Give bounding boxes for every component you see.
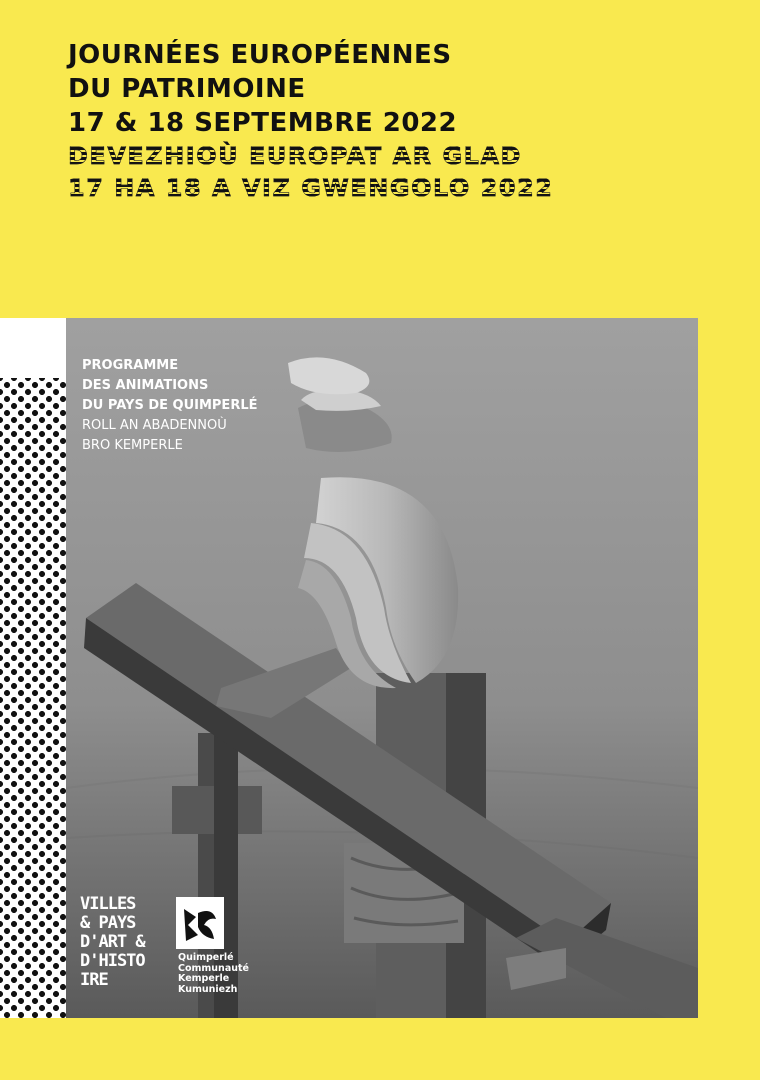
programme-line3: DU PAYS DE QUIMPERLÉ — [82, 398, 258, 413]
title-fr-dates: 17 & 18 SEPTEMBRE 2022 — [68, 108, 458, 138]
qc-symbol-icon — [176, 897, 224, 949]
programme-line2: DES ANIMATIONS — [82, 378, 209, 393]
title-fr-line1: JOURNÉES EUROPÉENNES — [68, 40, 452, 70]
qc-line1: Quimperlé — [178, 952, 234, 963]
vpah-line: D'ART & — [80, 932, 145, 952]
qc-line4: Kumuniezh — [178, 983, 238, 995]
vpah-line: D'HISTO — [80, 951, 145, 971]
qc-line2: Communauté — [178, 962, 249, 974]
programme-br-line2: BRO KEMPERLE — [82, 438, 183, 453]
title-block — [68, 38, 553, 204]
qc-line3: Kemperle — [178, 973, 230, 984]
quimperle-communaute-logo-icon — [176, 897, 224, 949]
programme-block — [82, 356, 258, 456]
halftone-dot-pattern — [0, 378, 66, 1018]
vpah-line: VILLES — [80, 894, 136, 914]
title-br-dates-text: 17 HA 18 A VIZ GWENGOLO 2022 — [68, 174, 554, 202]
title-fr-line2: DU PATRIMOINE — [68, 74, 306, 104]
quimperle-communaute-text — [178, 953, 249, 995]
title-br-line1 — [68, 140, 553, 172]
vpah-line: & PAYS — [80, 913, 136, 933]
villes-pays-art-histoire-logo — [80, 895, 158, 990]
title-br-dates — [68, 172, 553, 204]
programme-line1: PROGRAMME — [82, 358, 179, 373]
title-br-line1-text: DEVEZHIOÙ EUROPAT AR GLAD — [68, 142, 522, 170]
vpah-line: IRE — [80, 970, 108, 990]
programme-br-line1: ROLL AN ABADENNOÙ — [82, 418, 227, 433]
